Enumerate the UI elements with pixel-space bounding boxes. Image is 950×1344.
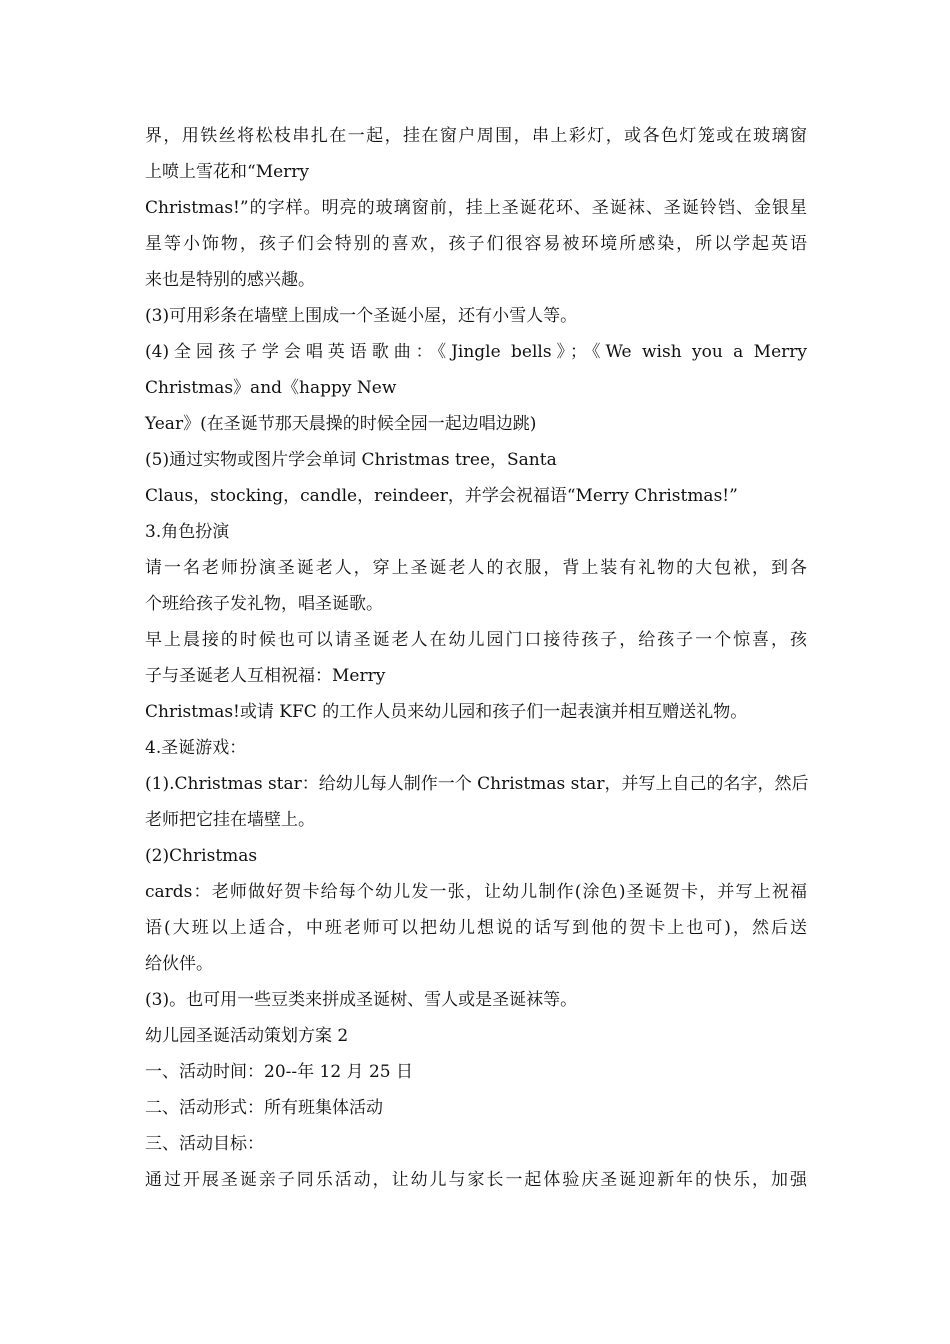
text-line: (3)。也可用一些豆类来拼成圣诞树、雪人或是圣诞袜等。: [145, 990, 578, 1010]
text-line: 上喷上雪花和“Merry: [145, 162, 310, 182]
text-line: 个班给孩子发礼物，唱圣诞歌。: [145, 594, 383, 614]
text-line: 请一名老师扮演圣诞老人，穿上圣诞老人的衣服，背上装有礼物的大包袱，到各: [145, 558, 807, 578]
document-title: 幼儿园圣诞活动策划方案 2: [145, 1026, 349, 1046]
text-line: 老师把它挂在墙壁上。: [145, 810, 315, 830]
text-line: 界，用铁丝将松枝串扎在一起，挂在窗户周围，串上彩灯，或各色灯笼或在玻璃窗: [145, 126, 807, 146]
text-line: cards：老师做好贺卡给每个幼儿发一张，让幼儿制作(涂色)圣诞贺卡，并写上祝福: [145, 882, 807, 902]
text-line: (5)通过实物或图片学会单词 Christmas tree，Santa: [145, 450, 557, 470]
section-heading: 一、活动时间：20--年 12 月 25 日: [145, 1062, 413, 1082]
text-line: (1).Christmas star：给幼儿每人制作一个 Christmas star，并写上自己的名字，然后: [145, 774, 809, 794]
text-line: Year》(在圣诞节那天晨操的时候全园一起边唱边跳): [145, 414, 537, 434]
text-line: 星等小饰物，孩子们会特别的喜欢，孩子们很容易被环境所感染，所以学起英语: [145, 234, 807, 254]
text-line: 早上晨接的时候也可以请圣诞老人在幼儿园门口接待孩子，给孩子一个惊喜，孩: [145, 630, 807, 650]
section-heading: 4.圣诞游戏：: [145, 738, 247, 758]
text-line: 语(大班以上适合，中班老师可以把幼儿想说的话写到他的贺卡上也可)，然后送: [145, 918, 807, 938]
text-line: (3)可用彩条在墙壁上围成一个圣诞小屋，还有小雪人等。: [145, 306, 578, 326]
text-line: Claus，stocking，candle，reindeer，并学会祝福语“Merry Christmas!”: [145, 486, 738, 506]
text-line: 给伙伴。: [145, 954, 213, 974]
section-heading: 3.角色扮演: [145, 522, 230, 542]
text-line: 通过开展圣诞亲子同乐活动，让幼儿与家长一起体验庆圣诞迎新年的快乐，加强: [145, 1170, 807, 1190]
text-line: (2)Christmas: [145, 846, 258, 866]
text-line: (4)全园孩子学会唱英语歌曲：《Jingle bells》；《We wish you a Merry: [145, 342, 807, 362]
text-line: Christmas》and《happy New: [145, 378, 397, 398]
section-heading: 三、活动目标：: [145, 1134, 264, 1154]
text-line: 子与圣诞老人互相祝福：Merry: [145, 666, 386, 686]
section-heading: 二、活动形式：所有班集体活动: [145, 1098, 383, 1118]
text-line: Christmas!”的字样。明亮的玻璃窗前，挂上圣诞花环、圣诞袜、圣诞铃铛、金银星: [145, 198, 807, 218]
text-line: 来也是特别的感兴趣。: [145, 270, 315, 290]
text-line: Christmas!或请 KFC 的工作人员来幼儿园和孩子们一起表演并相互赠送礼物。: [145, 702, 748, 722]
document-body: [145, 118, 807, 1198]
